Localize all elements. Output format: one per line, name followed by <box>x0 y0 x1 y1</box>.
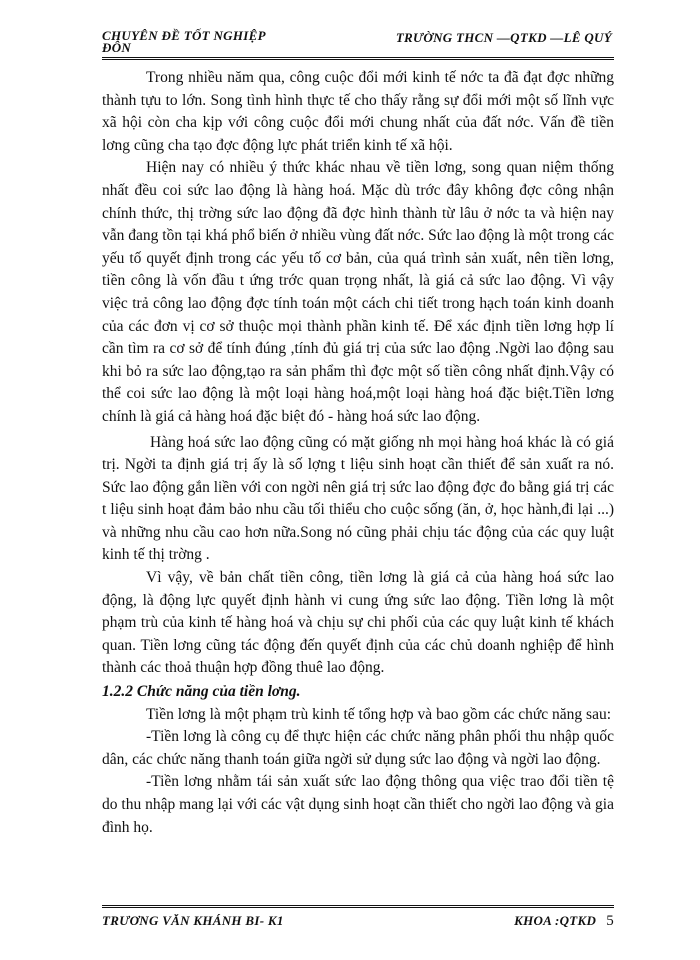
section-heading: 1.2.2 Chức năng của tiền lơng. <box>102 683 301 701</box>
footer-author: TRƯƠNG VĂN KHÁNH BI- K1 <box>102 913 284 928</box>
paragraph-1: Trong nhiều năm qua, công cuộc đổi mới kinh tế nớc ta đã đạt đợc những thành tựu to lớn. Song tình hình thực tế cho thấy rằng sự đổi mới một số lĩnh vực xã hội còn cha kịp với công cuộc đổi mới chung nhất của đất nớc. Vấn đề tiền lơng cũng cha tạo đợc động lực phát triển kinh tế xã hội. <box>102 69 614 154</box>
footer-department: KHOA :QTKD <box>514 913 597 928</box>
header-left-text: CHUYÊN ĐỀ TỐT NGHIỆP <box>102 28 266 43</box>
header-title-left <box>102 30 312 54</box>
page-number: 5 <box>606 913 614 929</box>
section-paragraph-3: -Tiền lơng nhằm tái sản xuất sức lao động thông qua việc trao đổi tiền tệ do thu nhập mang lại với các vật dụng sinh hoạt cần thiết cho ngời lao động và gia đình họ. <box>102 773 614 836</box>
header-title-right: TRƯỜNG THCN —QTKD —LÊ QUÝ <box>395 30 612 45</box>
page-header <box>102 30 612 56</box>
section-paragraph-1: Tiền lơng là một phạm trù kinh tế tổng hợp và bao gồm các chức năng sau: <box>146 705 612 723</box>
page-footer <box>102 913 614 933</box>
document-body <box>102 67 614 839</box>
header-divider <box>102 57 614 60</box>
paragraph-4: Vì vậy, về bản chất tiền công, tiền lơng là giá cả của hàng hoá sức lao động, là động lực quyết định hành vi cung ứng sức lao động. Tiền lơng là một phạm trù của kinh tế hàng hoá và chịu sự chi phối của các quy luật kinh tế khách quan. Tiền lơng cũng tác động đến quyết định của các chủ doanh nghiệp để hình thành các thoả thuận hợp đồng thuê lao động. <box>102 569 614 677</box>
footer-right <box>514 913 614 930</box>
footer-divider <box>102 905 614 908</box>
paragraph-2: Hiện nay có nhiều ý thức khác nhau về tiền lơng, song quan niệm thống nhất đều coi sức lao động là hàng hoá. Mặc dù trớc đây không đợc công nhận chính thức, thị trờng sức lao động đã đợc hình thành từ lâu ở nớc ta và hiện nay vẫn đang tồn tại khá phổ biến ở nhiều vùng đất nớc. Sức lao động là một trong các yếu tố quyết định trong các yếu tố cơ bản, của quá trình sản xuất, nên tiền lơng, tiền công là vốn đầu t ứng trớc quan trọng nhất, là giá cả sức lao động. Vì vậy việc trả công lao động đợc tính toán một cách chi tiết trong hạch toán kinh doanh của các đơn vị cơ sở thuộc mọi thành phần kinh tế. Để xác định tiền lơng hợp lí cần tìm ra cơ sở để tính đúng ,tính đủ giá trị của sức lao động .Ngời lao động sau khi bỏ ra sức lao động,tạo ra sản phẩm thì đợc một số tiền công nhất định.Vậy có thể coi sức lao động là một loại hàng hoá,một loại hàng hoá đặc biệt.Tiền lơng chính là giá cả hàng hoá đặc biệt đó - hàng hoá sức lao động. <box>102 159 614 425</box>
header-left-overflow-text: ĐÔN <box>102 40 132 55</box>
paragraph-3: Hàng hoá sức lao động cũng có mặt giống nh mọi hàng hoá khác là có giá trị. Ngời ta định giá trị ấy là số lợng t liệu sinh hoạt cần thiết để sản xuất ra nó. Sức lao động gắn liền với con ngời nên giá trị sức lao động đợc đo bằng giá trị các t liệu sinh hoạt đảm bảo nhu cầu tối thiểu cho cuộc sống (ăn, ở, học hành,đi lại ...) và những nhu cầu cao hơn nữa.Song nó cũng phải chịu tác động của các quy luật kinh tế thị trờng . <box>102 433 614 564</box>
section-paragraph-2: -Tiền lơng là công cụ để thực hiện các chức năng phân phối thu nhập quốc dân, các chức năng thanh toán giữa ngời sử dụng sức lao động và ngời lao động. <box>102 728 614 768</box>
